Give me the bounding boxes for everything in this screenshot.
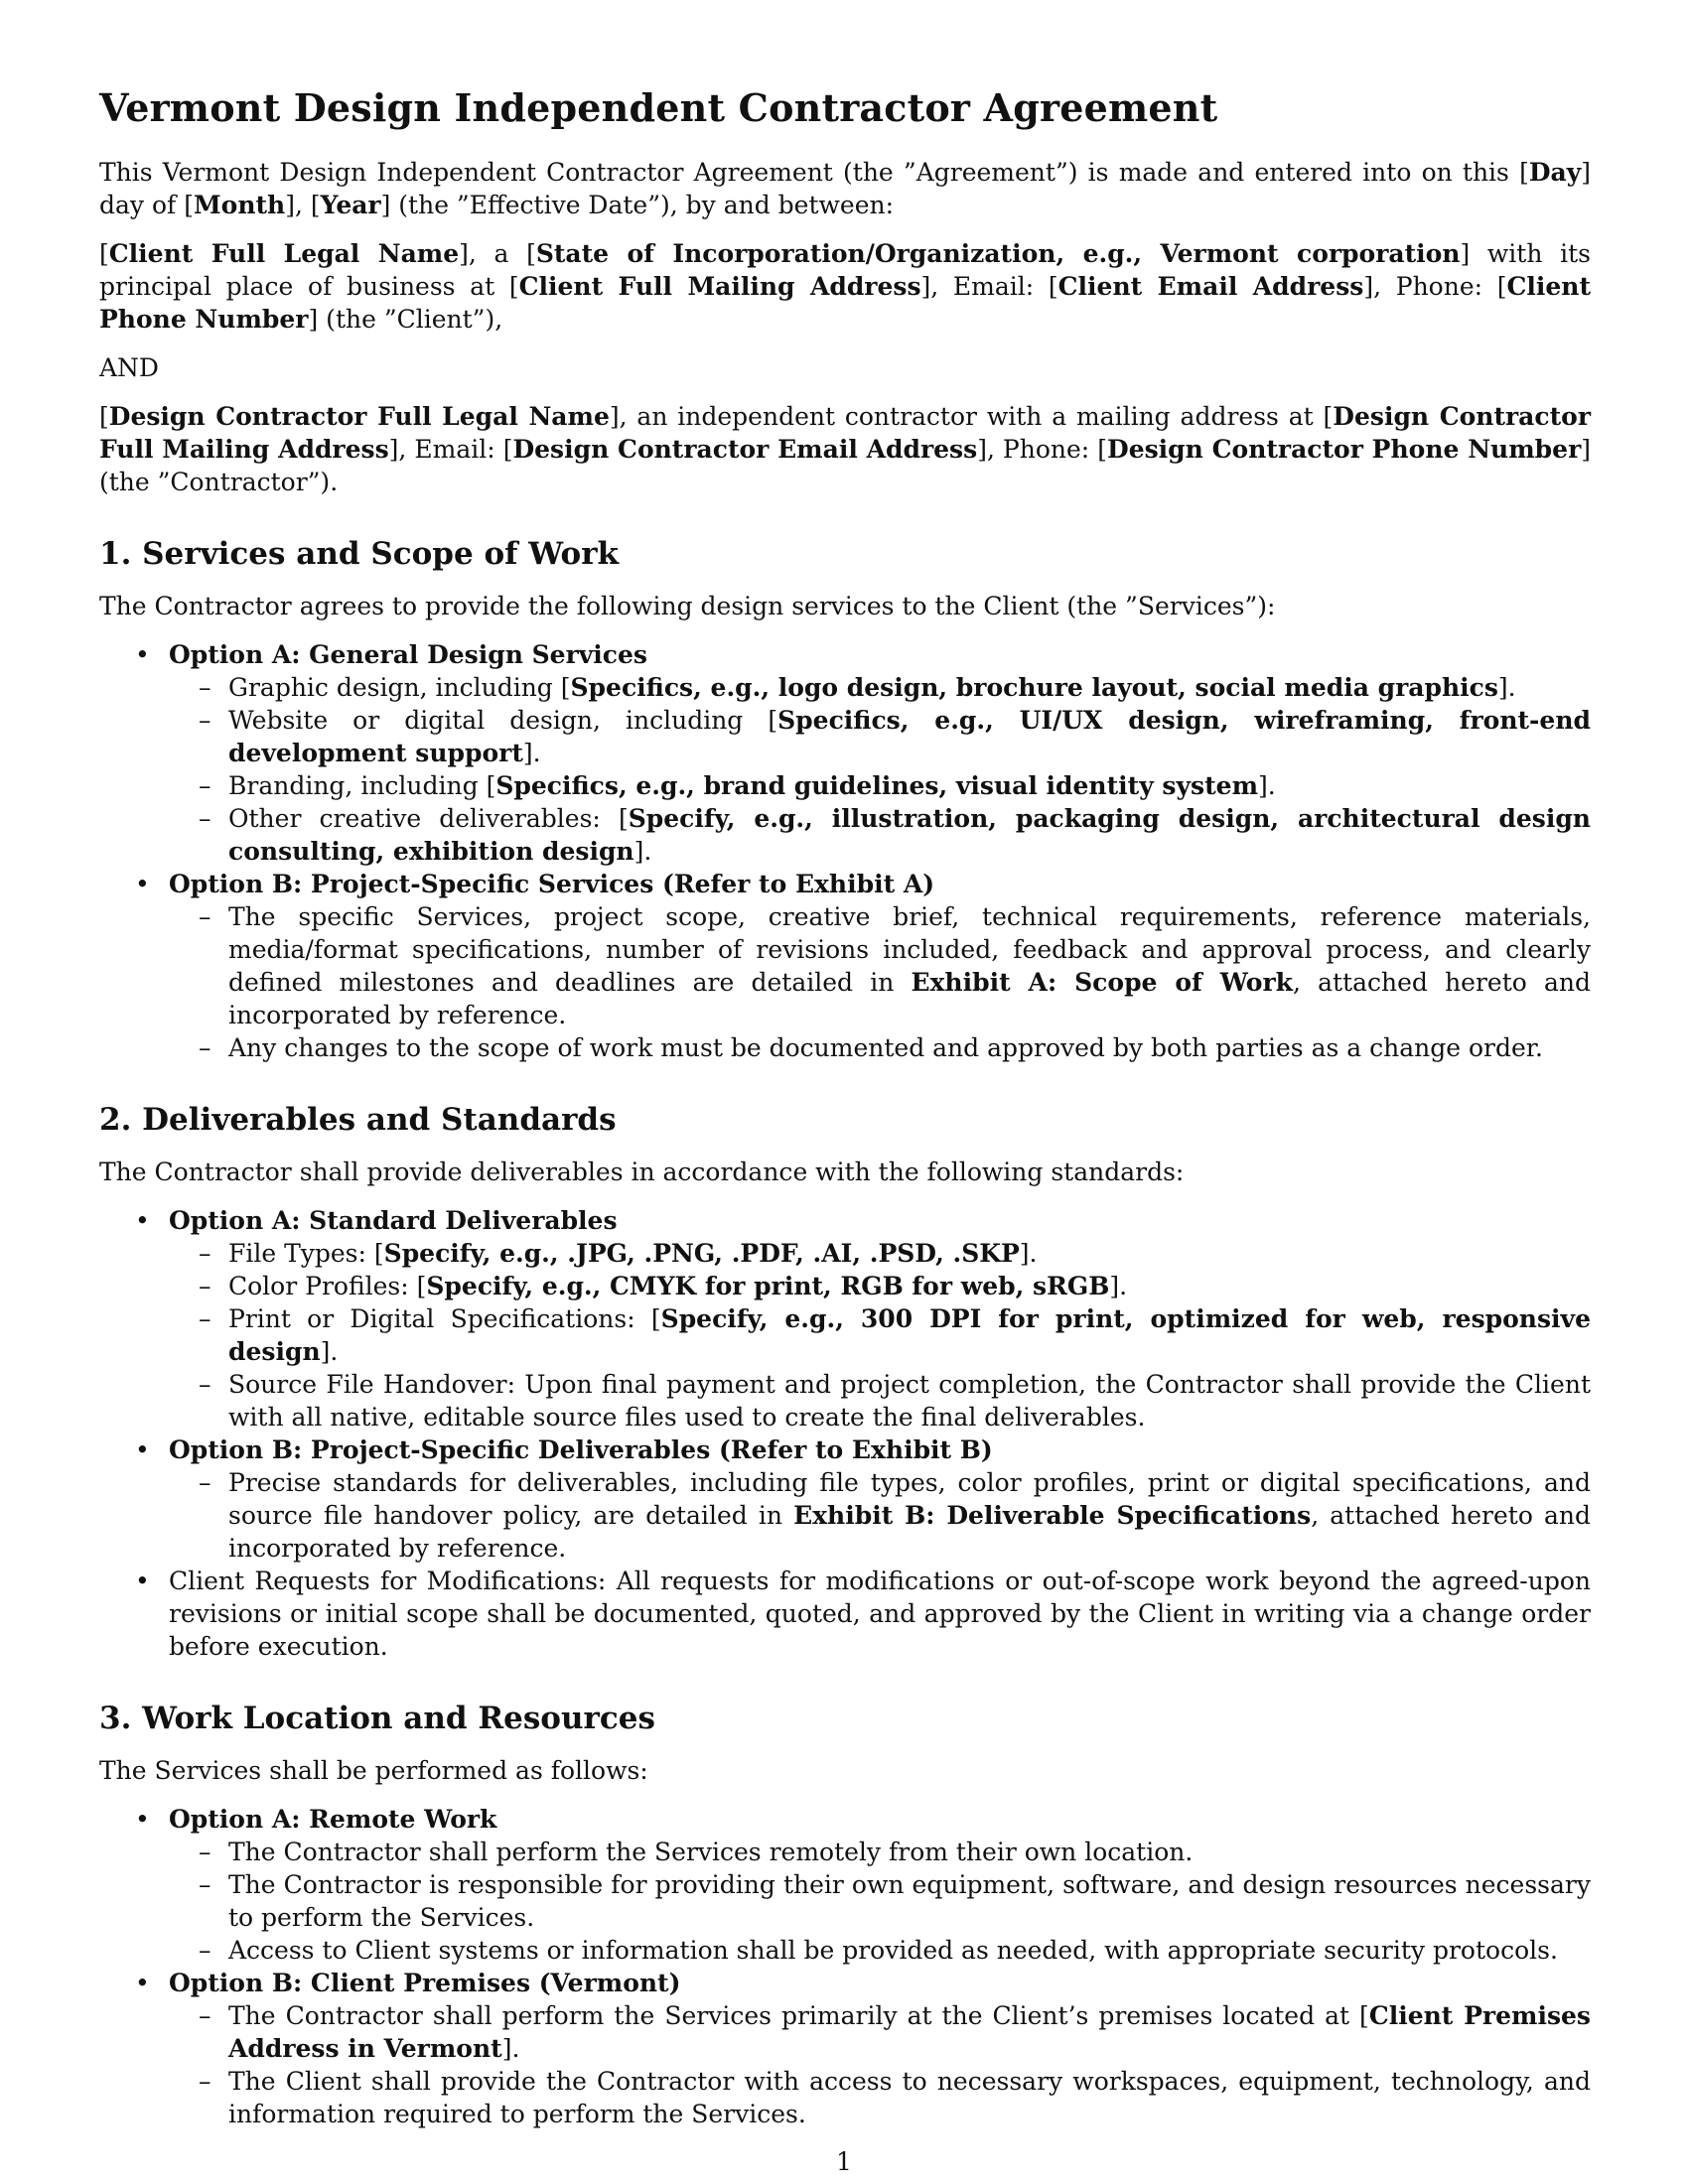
sub-list-item: – Graphic design, including [Specifics, e.g., logo design, brochure layout, social media graphics].	[169, 671, 1591, 704]
sub-list-item: – File Types: [Specify, e.g., .JPG, .PNG, .PDF, .AI, .PSD, .SKP].	[169, 1237, 1591, 1270]
sub-list	[169, 1999, 1591, 2130]
sub-list-item: – The Contractor shall perform the Services remotely from their own location.	[169, 1836, 1591, 1868]
sub-list	[169, 1466, 1591, 1565]
section-lead: The Contractor agrees to provide the following design services to the Client (the ”Services”):	[99, 592, 1276, 620]
options-list	[99, 1803, 1591, 2130]
sub-list-item: – Access to Client systems or information shall be provided as needed, with appropriate security protocols.	[169, 1934, 1591, 1967]
sub-list-item: – The Contractor shall perform the Services primarily at the Client’s premises located at [Client Premises Address in Vermont].	[169, 1999, 1591, 2065]
sub-list	[169, 1237, 1591, 1433]
sub-list-item: – Color Profiles: [Specify, e.g., CMYK for print, RGB for web, sRGB].	[169, 1270, 1591, 1302]
section-lead: The Contractor shall provide deliverables in accordance with the following standards:	[99, 1158, 1185, 1186]
options-list	[99, 638, 1591, 1064]
list-item: • Option A: General Design Services – Graphic design, including [Specifics, e.g., logo design, brochure layout, social media graphics]. – Website or digital design, including [Specifics, e.g., UI/UX design, wireframing, front-end development support]. – Branding, including [Specifics, e.g., brand guidelines, visual identity system]. – Other creative deliverables: [Specify, e.g., illustration, packaging design, architectural design consulting, exhibition design].	[99, 638, 1591, 868]
sub-list-item: – The Contractor is responsible for providing their own equipment, software, and design resources necessary to perform the Services.	[169, 1868, 1591, 1934]
contractor-party-paragraph: [Design Contractor Full Legal Name], an independent contractor with a mailing address at [Design Contractor Full Mailing Address], Email: [Design Contractor Email Address], Phone: [Design Contractor Phone Number] (the ”Contractor”).	[99, 402, 1592, 496]
sub-list-item: – Website or digital design, including [Specifics, e.g., UI/UX design, wireframing, front-end development support].	[169, 704, 1591, 769]
intro-paragraph: This Vermont Design Independent Contractor Agreement (the ”Agreement”) is made and entered into on this [Day] day of [Month], [Year] (the ”Effective Date”), by and between:	[99, 158, 1591, 219]
section-heading: 2. Deliverables and Standards	[99, 1102, 617, 1138]
section-heading: 1. Services and Scope of Work	[99, 536, 620, 572]
sub-list	[169, 671, 1591, 868]
sub-list-item: – Any changes to the scope of work must be documented and approved by both parties as a change order.	[169, 1031, 1591, 1064]
section-lead: The Services shall be performed as follows:	[99, 1756, 648, 1785]
list-item: • Option B: Project-Specific Services (Refer to Exhibit A) – The specific Services, project scope, creative brief, technical requirements, reference materials, media/format specifications, number of revisions included, feedback and approval process, and clearly defined milestones and deadlines are detailed in Exhibit A: Scope of Work, attached hereto and incorporated by reference. – Any changes to the scope of work must be documented and approved by both parties as a change order.	[99, 868, 1591, 1064]
list-item: • Client Requests for Modifications: All requests for modifications or out-of-scope work beyond the agreed-upon revisions or initial scope shall be documented, quoted, and approved by the Client in writing via a change order before execution.	[99, 1565, 1591, 1663]
list-item: • Option A: Remote Work – The Contractor shall perform the Services remotely from their own location. – The Contractor is responsible for providing their own equipment, software, and design resources necessary to perform the Services. – Access to Client systems or information shall be provided as needed, with appropriate security protocols.	[99, 1803, 1591, 1967]
client-party-paragraph: [Client Full Legal Name], a [State of Incorporation/Organization, e.g., Vermont corporation] with its principal place of business at [Client Full Mailing Address], Email: [Client Email Address], Phone: [Client Phone Number] (the ”Client”),	[99, 239, 1592, 334]
section-heading: 3. Work Location and Resources	[99, 1701, 655, 1736]
document-page	[99, 85, 1591, 2130]
document-title: Vermont Design Independent Contractor Agreement	[99, 85, 1218, 130]
sub-list-item: – The specific Services, project scope, creative brief, technical requirements, reference materials, media/format specifications, number of revisions included, feedback and approval process, and clearly defined milestones and deadlines are detailed in Exhibit A: Scope of Work, attached hereto and incorporated by reference.	[169, 900, 1591, 1031]
sub-list-item: – Precise standards for deliverables, including file types, color profiles, print or digital specifications, and source file handover policy, are detailed in Exhibit B: Deliverable Specifications, attached hereto and incorporated by reference.	[169, 1466, 1591, 1565]
sub-list-item: – Branding, including [Specifics, e.g., brand guidelines, visual identity system].	[169, 769, 1591, 802]
list-item: • Option B: Project-Specific Deliverables (Refer to Exhibit B) – Precise standards for deliverables, including file types, color profiles, print or digital specifications, and source file handover policy, are detailed in Exhibit B: Deliverable Specifications, attached hereto and incorporated by reference.	[99, 1433, 1591, 1565]
sub-list	[169, 1836, 1591, 1967]
sub-list-item: – Print or Digital Specifications: [Specify, e.g., 300 DPI for print, optimized for web, responsive design].	[169, 1302, 1591, 1368]
page-number: 1	[836, 2147, 852, 2176]
list-item: • Option A: Standard Deliverables – File Types: [Specify, e.g., .JPG, .PNG, .PDF, .AI, .PSD, .SKP]. – Color Profiles: [Specify, e.g., CMYK for print, RGB for web, sRGB]. – Print or Digital Specifications: [Specify, e.g., 300 DPI for print, optimized for web, responsive design]. – Source File Handover: Upon final payment and project completion, the Contractor shall provide the Client with all native, editable source files used to create the final deliverables.	[99, 1204, 1591, 1433]
sub-list	[169, 900, 1591, 1064]
sub-list-item: – Other creative deliverables: [Specify, e.g., illustration, packaging design, architectural design consulting, exhibition design].	[169, 802, 1591, 868]
list-item: • Option B: Client Premises (Vermont) – The Contractor shall perform the Services primarily at the Client’s premises located at [Client Premises Address in Vermont]. – The Client shall provide the Contractor with access to necessary workspaces, equipment, technology, and information required to perform the Services.	[99, 1967, 1591, 2130]
sub-list-item: – The Client shall provide the Contractor with access to necessary workspaces, equipment, technology, and information required to perform the Services.	[169, 2065, 1591, 2130]
options-list	[99, 1204, 1591, 1663]
sub-list-item: – Source File Handover: Upon final payment and project completion, the Contractor shall provide the Client with all native, editable source files used to create the final deliverables.	[169, 1368, 1591, 1433]
and-separator: AND	[99, 353, 159, 382]
